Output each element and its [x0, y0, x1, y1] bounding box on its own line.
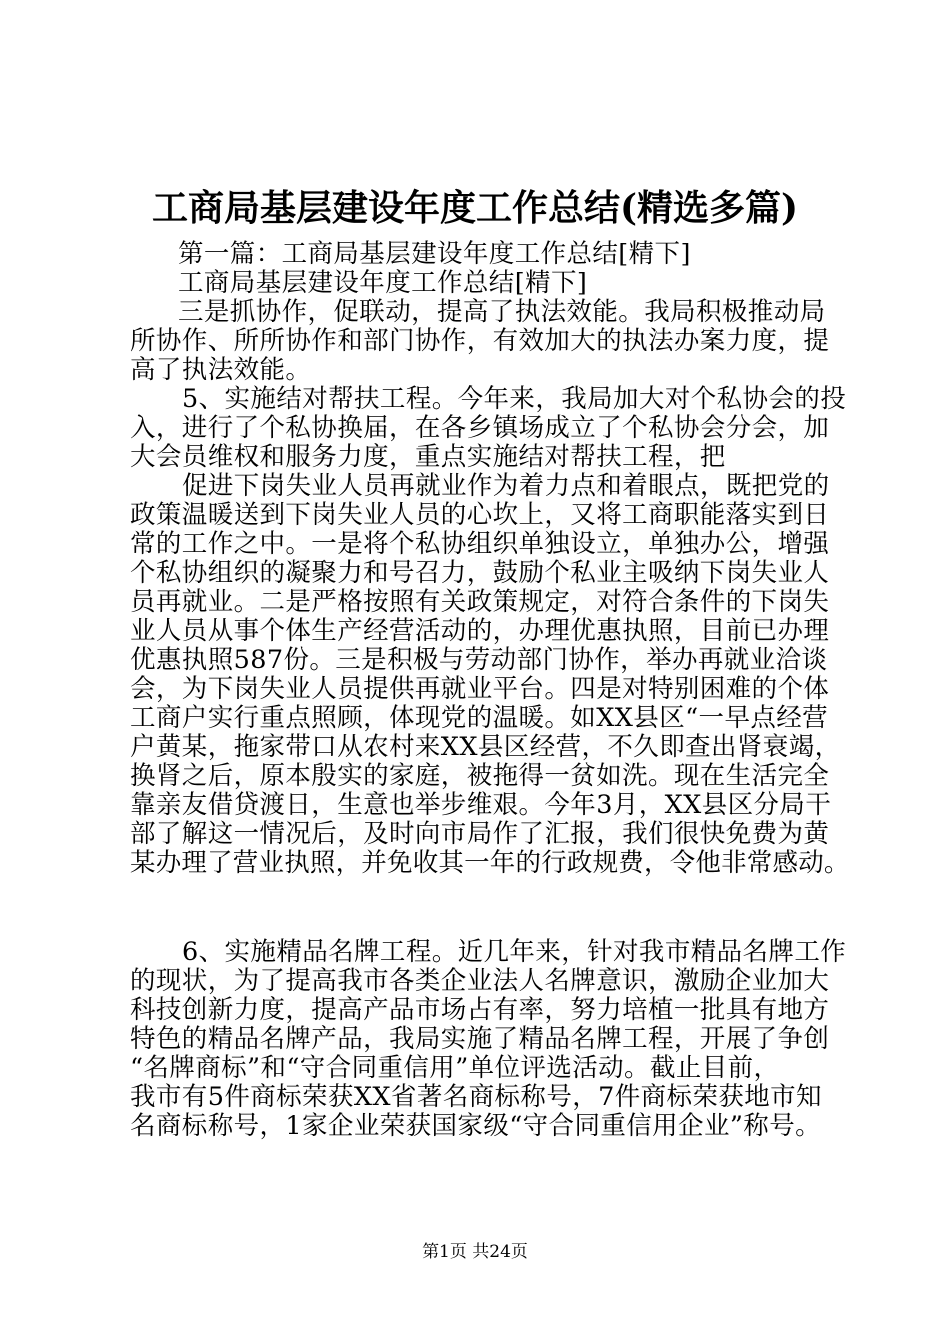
text-line: 5、实施结对帮扶工程。今年来，我局加大对个私协会的投	[182, 384, 847, 414]
document-title: 工商局基层建设年度工作总结(精选多篇)	[151, 187, 799, 229]
text-line: 促进下岗失业人员再就业作为着力点和着眼点，既把党的	[182, 471, 830, 501]
text-line: 所协作、所所协作和部门协作，有效加大的执法办案力度，提	[130, 326, 830, 356]
text-line: 常的工作之中。一是将个私协组织单独设立，单独办公，增强	[130, 529, 830, 559]
text-line: 某办理了营业执照，并免收其一年的行政规费，令他非常感动。	[130, 848, 850, 878]
text-line: 业人员从事个体生产经营活动的，办理优惠执照，目前已办理	[130, 616, 830, 646]
text-line: 三是抓协作，促联动，提高了执法效能。我局积极推动局	[178, 297, 826, 327]
text-line: 科技创新力度，提高产品市场占有率，努力培植一批具有地方	[130, 995, 830, 1025]
text-line: 户黄某，拖家带口从农村来XX县区经营，不久即查出肾衰竭，	[130, 732, 841, 762]
body-block-2	[130, 938, 850, 1141]
page-number-footer: 第1页 共24页	[422, 1242, 528, 1262]
text-line: 政策温暖送到下岗失业人员的心坎上，又将工商职能落实到日	[130, 500, 830, 530]
text-line: 工商户实行重点照顾，体现党的温暖。如XX县区“一早点经营	[130, 703, 829, 733]
text-line: 靠亲友借贷渡日，生意也举步维艰。今年3月，XX县区分局干	[130, 790, 832, 820]
text-line: 优惠执照587份。三是积极与劳动部门协作，举办再就业洽谈	[130, 645, 828, 675]
text-line: 的现状，为了提高我市各类企业法人名牌意识，激励企业加大	[130, 966, 830, 996]
text-line: 会，为下岗失业人员提供再就业平台。四是对特别困难的个体	[130, 674, 830, 704]
text-line: 工商局基层建设年度工作总结[精下]	[178, 268, 588, 298]
text-line: 高了执法效能。	[130, 355, 312, 385]
text-line: 员再就业。二是严格按照有关政策规定，对符合条件的下岗失	[130, 587, 830, 617]
text-line: 名商标称号，1家企业荣获国家级“守合同重信用企业”称号。	[130, 1111, 821, 1141]
text-line: 换肾之后，原本殷实的家庭，被拖得一贫如洗。现在生活完全	[130, 761, 830, 791]
text-line: 大会员维权和服务力度，重点实施结对帮扶工程，把	[130, 442, 726, 472]
text-line: 入，进行了个私协换届，在各乡镇场成立了个私协会分会，加	[130, 413, 830, 443]
text-line: 第一篇：工商局基层建设年度工作总结[精下]	[178, 239, 691, 269]
body-block-1	[130, 240, 850, 878]
text-line: 我市有5件商标荣获XX省著名商标称号，7件商标荣获地市知	[130, 1082, 822, 1112]
text-line: 特色的精品名牌产品，我局实施了精品名牌工程，开展了争创	[130, 1024, 830, 1054]
text-line: “名牌商标”和“守合同重信用”单位评选活动。截止目前，	[130, 1053, 780, 1083]
text-line: 部了解这一情况后，及时向市局作了汇报，我们很快免费为黄	[130, 819, 830, 849]
text-line: 6、实施精品名牌工程。近几年来，针对我市精品名牌工作	[182, 937, 847, 967]
text-line: 个私协组织的凝聚力和号召力，鼓励个私业主吸纳下岗失业人	[130, 558, 830, 588]
